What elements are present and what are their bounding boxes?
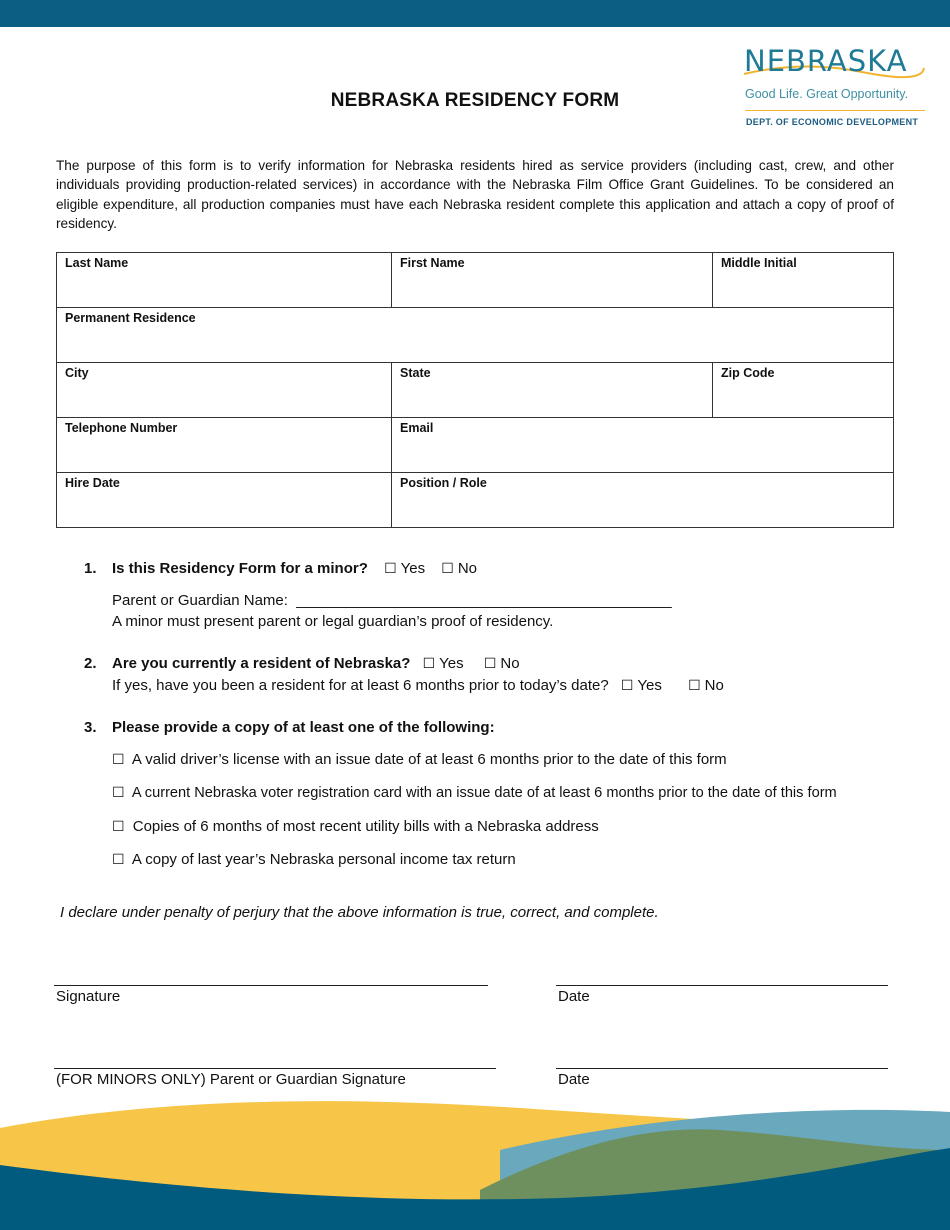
guardian-name-line xyxy=(112,592,672,609)
logo-department: DEPT. OF ECONOMIC DEVELOPMENT xyxy=(746,117,919,127)
zip-code-field[interactable]: Zip Code xyxy=(713,363,894,418)
proof-option-4 xyxy=(112,851,516,868)
date-label: Date xyxy=(558,988,590,1005)
question-2-number: 2. xyxy=(84,655,97,672)
followup-yes-checkbox[interactable]: ☐ xyxy=(620,678,634,694)
q1-yes-checkbox[interactable]: ☐ xyxy=(384,561,397,577)
proof-option-3 xyxy=(112,818,599,835)
question-2-followup xyxy=(112,677,724,694)
first-name-field[interactable]: First Name xyxy=(392,253,713,308)
question-3 xyxy=(112,719,495,736)
q1-no-label: No xyxy=(457,560,478,577)
followup-yes-label: Yes xyxy=(637,677,662,694)
telephone-field[interactable]: Telephone Number xyxy=(57,418,392,473)
question-1-text: Is this Residency Form for a minor? xyxy=(112,560,368,577)
proof-option-4-label: A copy of last year’s Nebraska personal income tax return xyxy=(131,851,516,868)
permanent-residence-field[interactable]: Permanent Residence xyxy=(57,308,894,363)
proof-option-2-label: A current Nebraska voter registration card with an issue date of at least 6 months prior to the date of this form xyxy=(131,785,837,801)
top-color-band xyxy=(0,0,950,27)
signature-label: Signature xyxy=(56,988,121,1005)
proof-option-2-checkbox[interactable]: ☐ xyxy=(112,785,125,801)
question-3-text: Please provide a copy of at least one of the following: xyxy=(112,719,495,736)
guardian-date-line[interactable] xyxy=(556,1068,888,1069)
email-field[interactable]: Email xyxy=(392,418,894,473)
last-name-field[interactable]: Last Name xyxy=(57,253,392,308)
q2-yes-checkbox[interactable]: ☐ xyxy=(422,656,436,672)
question-1-number: 1. xyxy=(84,560,97,577)
proof-option-1-label: A valid driver’s license with an issue date of at least 6 months prior to the date of this form xyxy=(131,751,727,768)
guardian-date-label: Date xyxy=(558,1071,590,1088)
q1-yes-label: Yes xyxy=(400,560,426,577)
declaration-statement: I declare under penalty of perjury that the above information is true, correct, and complete. xyxy=(60,904,659,921)
q1-no-checkbox[interactable]: ☐ xyxy=(441,561,454,577)
state-field[interactable]: State xyxy=(392,363,713,418)
guardian-signature-label: (FOR MINORS ONLY) Parent or Guardian Signature xyxy=(56,1071,406,1088)
middle-initial-field[interactable]: Middle Initial xyxy=(713,253,894,308)
proof-option-3-checkbox[interactable]: ☐ xyxy=(112,819,125,835)
signature-line[interactable] xyxy=(54,985,488,986)
followup-no-label: No xyxy=(704,677,724,694)
proof-option-1 xyxy=(112,751,727,768)
question-2 xyxy=(112,655,520,672)
bottom-wave-decoration xyxy=(0,1090,950,1230)
question-2-text: Are you currently a resident of Nebraska? xyxy=(112,655,411,672)
nebraska-logo xyxy=(742,44,932,134)
hire-date-field[interactable]: Hire Date xyxy=(57,473,392,528)
logo-wordmark: NEBRASKA xyxy=(744,44,908,78)
guardian-name-input[interactable]: _____________________________________________ xyxy=(296,592,672,609)
proof-option-1-checkbox[interactable]: ☐ xyxy=(112,752,125,768)
applicant-info-table xyxy=(56,252,894,528)
question-1 xyxy=(112,560,477,577)
date-line[interactable] xyxy=(556,985,888,986)
city-field[interactable]: City xyxy=(57,363,392,418)
minor-note: A minor must present parent or legal guardian’s proof of residency. xyxy=(112,613,554,630)
followup-no-checkbox[interactable]: ☐ xyxy=(688,678,701,694)
question-3-number: 3. xyxy=(84,719,97,736)
position-role-field[interactable]: Position / Role xyxy=(392,473,894,528)
q2-no-checkbox[interactable]: ☐ xyxy=(483,656,497,672)
guardian-name-label: Parent or Guardian Name: xyxy=(112,592,288,609)
form-title: NEBRASKA RESIDENCY FORM xyxy=(330,90,620,111)
q2-yes-label: Yes xyxy=(439,655,464,672)
proof-option-2 xyxy=(112,785,837,801)
q2-no-label: No xyxy=(500,655,520,672)
proof-option-3-label: Copies of 6 months of most recent utility bills with a Nebraska address xyxy=(132,818,599,835)
logo-tagline: Good Life. Great Opportunity. xyxy=(745,87,909,101)
proof-option-4-checkbox[interactable]: ☐ xyxy=(112,852,125,868)
followup-text: If yes, have you been a resident for at least 6 months prior to today’s date? xyxy=(112,677,609,694)
guardian-signature-line[interactable] xyxy=(54,1068,496,1069)
intro-paragraph: The purpose of this form is to verify information for Nebraska residents hired as service providers (including cast, crew, and other individuals providing production-related services) in accordance with the Nebraska Film Office Grant Guidelines. To be considered an eligible expenditure, all production companies must have each Nebraska resident complete this application and attach a copy of proof of residency. xyxy=(56,158,894,231)
